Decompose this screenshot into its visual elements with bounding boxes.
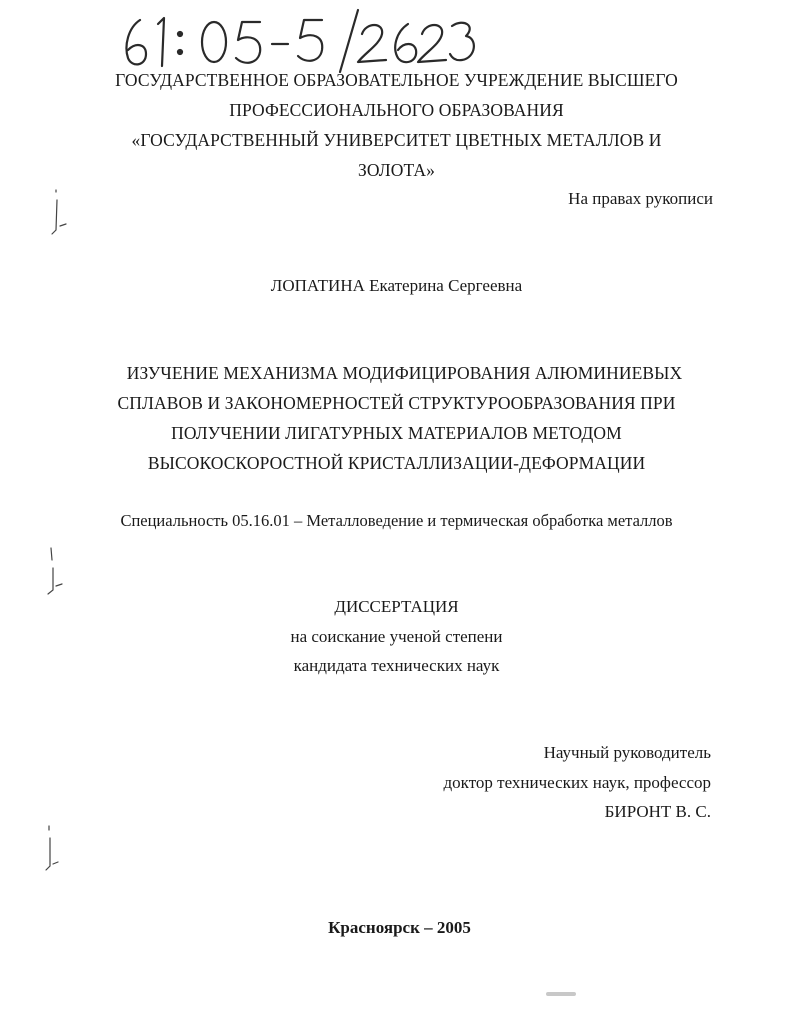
degree-line-1: на соискание ученой степени bbox=[290, 627, 503, 646]
margin-mark-bottom bbox=[40, 822, 70, 892]
dissertation-heading: ДИССЕРТАЦИЯ bbox=[334, 597, 459, 616]
institution-line-1: ГОСУДАРСТВЕННОЕ ОБРАЗОВАТЕЛЬНОЕ УЧРЕЖДЕНИЕ ВЫСШЕГО bbox=[115, 70, 678, 90]
supervisor-degree: доктор технических наук, профессор bbox=[443, 773, 711, 792]
title-line-2: СПЛАВОВ И ЗАКОНОМЕРНОСТЕЙ СТРУКТУРООБРАЗОВАНИЯ ПРИ bbox=[117, 393, 676, 413]
institution-line-4: ЗОЛОТА» bbox=[358, 160, 435, 180]
handwritten-archive-number bbox=[118, 6, 478, 76]
margin-mark-top bbox=[40, 186, 70, 256]
scan-smudge bbox=[546, 992, 576, 996]
city-year: Красноярск – 2005 bbox=[328, 918, 471, 937]
supervisor-name: БИРОНТ В. С. bbox=[604, 802, 711, 821]
institution-line-3: «ГОСУДАРСТВЕННЫЙ УНИВЕРСИТЕТ ЦВЕТНЫХ МЕТАЛЛОВ И bbox=[131, 130, 662, 150]
author-name: ЛОПАТИНА Екатерина Сергеевна bbox=[270, 276, 523, 295]
specialty: Специальность 05.16.01 – Металловедение и термическая обработка металлов bbox=[120, 511, 673, 530]
degree-line-2: кандидата технических наук bbox=[293, 656, 500, 675]
title-line-4: ВЫСОКОСКОРОСТНОЙ КРИСТАЛЛИЗАЦИИ-ДЕФОРМАЦИИ bbox=[147, 453, 646, 473]
manuscript-note: На правах рукописи bbox=[568, 189, 713, 208]
supervisor-label: Научный руководитель bbox=[543, 743, 711, 762]
title-line-1: ИЗУЧЕНИЕ МЕХАНИЗМА МОДИФИЦИРОВАНИЯ АЛЮМИНИЕВЫХ bbox=[126, 363, 683, 383]
institution-line-2: ПРОФЕССИОНАЛЬНОГО ОБРАЗОВАНИЯ bbox=[229, 100, 564, 120]
title-line-3: ПОЛУЧЕНИИ ЛИГАТУРНЫХ МАТЕРИАЛОВ МЕТОДОМ bbox=[171, 423, 622, 443]
